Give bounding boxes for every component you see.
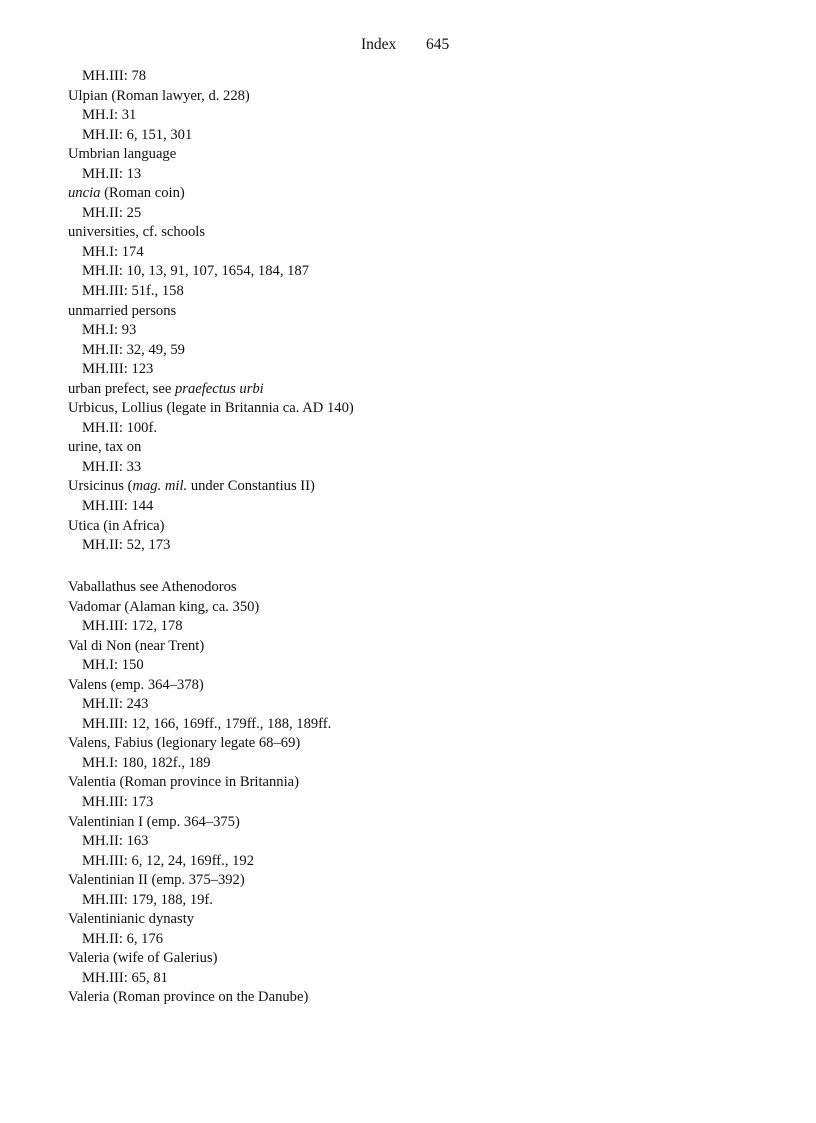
index-locator-line xyxy=(68,930,788,950)
index-text: urine, tax on xyxy=(68,439,142,456)
index-text: Valeria (Roman province on the Danube) xyxy=(68,989,309,1006)
index-heading-line xyxy=(68,477,788,497)
index-text: MH.II: 6, 151, 301 xyxy=(82,126,193,143)
index-heading-line xyxy=(68,773,788,793)
index-block-v xyxy=(68,578,788,1008)
index-text: MH.I: 150 xyxy=(82,657,144,674)
index-heading-line xyxy=(68,438,788,458)
index-text: (Roman coin) xyxy=(100,185,185,202)
index-heading-line xyxy=(68,734,788,754)
index-text: Valentinianic dynasty xyxy=(68,911,195,928)
index-text: MH.I: 93 xyxy=(82,322,137,339)
index-heading-line xyxy=(68,517,788,537)
index-text: MH.III: 179, 188, 19f. xyxy=(82,891,213,908)
index-text: under Constantius II) xyxy=(187,478,315,495)
index-text: Valens, Fabius (legionary legate 68–69) xyxy=(68,735,301,752)
index-heading-line xyxy=(68,813,788,833)
index-locator-line xyxy=(68,419,788,439)
index-text: Vaballathus see Athenodoros xyxy=(68,579,237,595)
index-text-italic: praefectus urbi xyxy=(174,380,264,397)
index-text: MH.II: 32, 49, 59 xyxy=(82,341,185,358)
index-locator-line xyxy=(68,617,788,637)
index-text-italic: uncia xyxy=(68,185,101,202)
index-locator-line xyxy=(68,695,788,715)
index-text: Ulpian (Roman lawyer, d. 228) xyxy=(68,87,250,104)
index-text: MH.III: 144 xyxy=(82,498,154,515)
index-text: Valentinian I (emp. 364–375) xyxy=(68,813,240,830)
index-text: MH.III: 65, 81 xyxy=(82,969,168,986)
index-heading-line xyxy=(68,145,788,165)
index-text: Umbrian language xyxy=(68,146,177,163)
index-text: universities, cf. schools xyxy=(68,224,205,241)
index-text: unmarried persons xyxy=(68,302,177,319)
index-locator-line xyxy=(68,793,788,813)
index-heading-line xyxy=(68,380,788,400)
index-text: Vadomar (Alaman king, ca. 350) xyxy=(68,598,260,615)
index-locator-line xyxy=(68,282,788,302)
index-text: Valentia (Roman province in Britannia) xyxy=(68,774,299,791)
index-locator-line xyxy=(68,243,788,263)
index-text: MH.III: 173 xyxy=(82,794,154,811)
index-heading-line xyxy=(68,637,788,657)
index-heading-line xyxy=(68,399,788,419)
index-text: MH.III: 123 xyxy=(82,361,154,378)
index-locator-line xyxy=(68,204,788,224)
index-locator-line xyxy=(68,969,788,989)
index-locator-line xyxy=(68,165,788,185)
page-number: 645 xyxy=(426,36,450,53)
index-locator-line xyxy=(68,852,788,872)
index-heading-line xyxy=(68,676,788,696)
index-locator-line xyxy=(68,262,788,282)
index-block-u xyxy=(68,67,788,556)
index-text: Utica (in Africa) xyxy=(68,517,165,534)
index-locator-line xyxy=(68,321,788,341)
index-text: MH.II: 52, 173 xyxy=(82,537,171,554)
index-text: MH.II: 163 xyxy=(82,833,149,850)
index-locator-line xyxy=(68,360,788,380)
index-text: MH.III: 78 xyxy=(82,68,147,84)
index-text: MH.II: 25 xyxy=(82,204,142,221)
index-locator-line xyxy=(68,832,788,852)
index-locator-line xyxy=(68,536,788,556)
index-locator-line xyxy=(68,754,788,774)
index-text: MH.II: 10, 13, 91, 107, 1654, 184, 187 xyxy=(82,263,310,280)
index-heading-line xyxy=(68,910,788,930)
index-text: Valens (emp. 364–378) xyxy=(68,676,204,693)
index-text: MH.II: 6, 176 xyxy=(82,930,164,947)
running-header xyxy=(0,35,816,55)
index-text: Urbicus, Lollius (legate in Britannia ca. AD 140) xyxy=(68,400,354,417)
index-text: MH.III: 12, 166, 169ff., 179ff., 188, 189ff. xyxy=(82,715,332,732)
index-text: MH.II: 100f. xyxy=(82,419,157,436)
index-heading-line xyxy=(68,302,788,322)
index-locator-line xyxy=(68,458,788,478)
index-text: MH.I: 180, 182f., 189 xyxy=(82,754,211,771)
index-heading-line xyxy=(68,949,788,969)
index-locator-line xyxy=(68,341,788,361)
index-heading-line xyxy=(68,988,788,1008)
index-heading-line xyxy=(68,598,788,618)
index-text: Ursicinus ( xyxy=(68,478,133,495)
index-heading-line xyxy=(68,578,788,598)
index-text: MH.II: 13 xyxy=(82,165,142,182)
index-text: Valentinian II (emp. 375–392) xyxy=(68,872,245,889)
index-text: Valeria (wife of Galerius) xyxy=(68,950,218,967)
index-heading-line xyxy=(68,184,788,204)
index-text: MH.III: 51f., 158 xyxy=(82,283,184,300)
index-text: urban prefect, see xyxy=(68,380,175,397)
index-text: MH.I: 174 xyxy=(82,243,144,260)
index-text: MH.III: 6, 12, 24, 169ff., 192 xyxy=(82,852,255,869)
index-locator-line xyxy=(68,715,788,735)
index-text: MH.III: 172, 178 xyxy=(82,618,183,635)
index-heading-line xyxy=(68,871,788,891)
index-text: Val di Non (near Trent) xyxy=(68,637,205,654)
index-text: MH.I: 31 xyxy=(82,107,137,124)
index-locator-line xyxy=(68,891,788,911)
index-heading-line xyxy=(68,223,788,243)
index-text: MH.II: 243 xyxy=(82,696,149,713)
index-text: MH.II: 33 xyxy=(82,458,142,475)
index-locator-line xyxy=(68,106,788,126)
index-locator-line xyxy=(68,497,788,517)
index-heading-line xyxy=(68,87,788,107)
header-title: Index xyxy=(361,36,397,53)
index-locator-line xyxy=(68,656,788,676)
index-locator-line xyxy=(68,67,788,87)
index-locator-line xyxy=(68,126,788,146)
index-text-italic: mag. mil. xyxy=(132,478,188,495)
